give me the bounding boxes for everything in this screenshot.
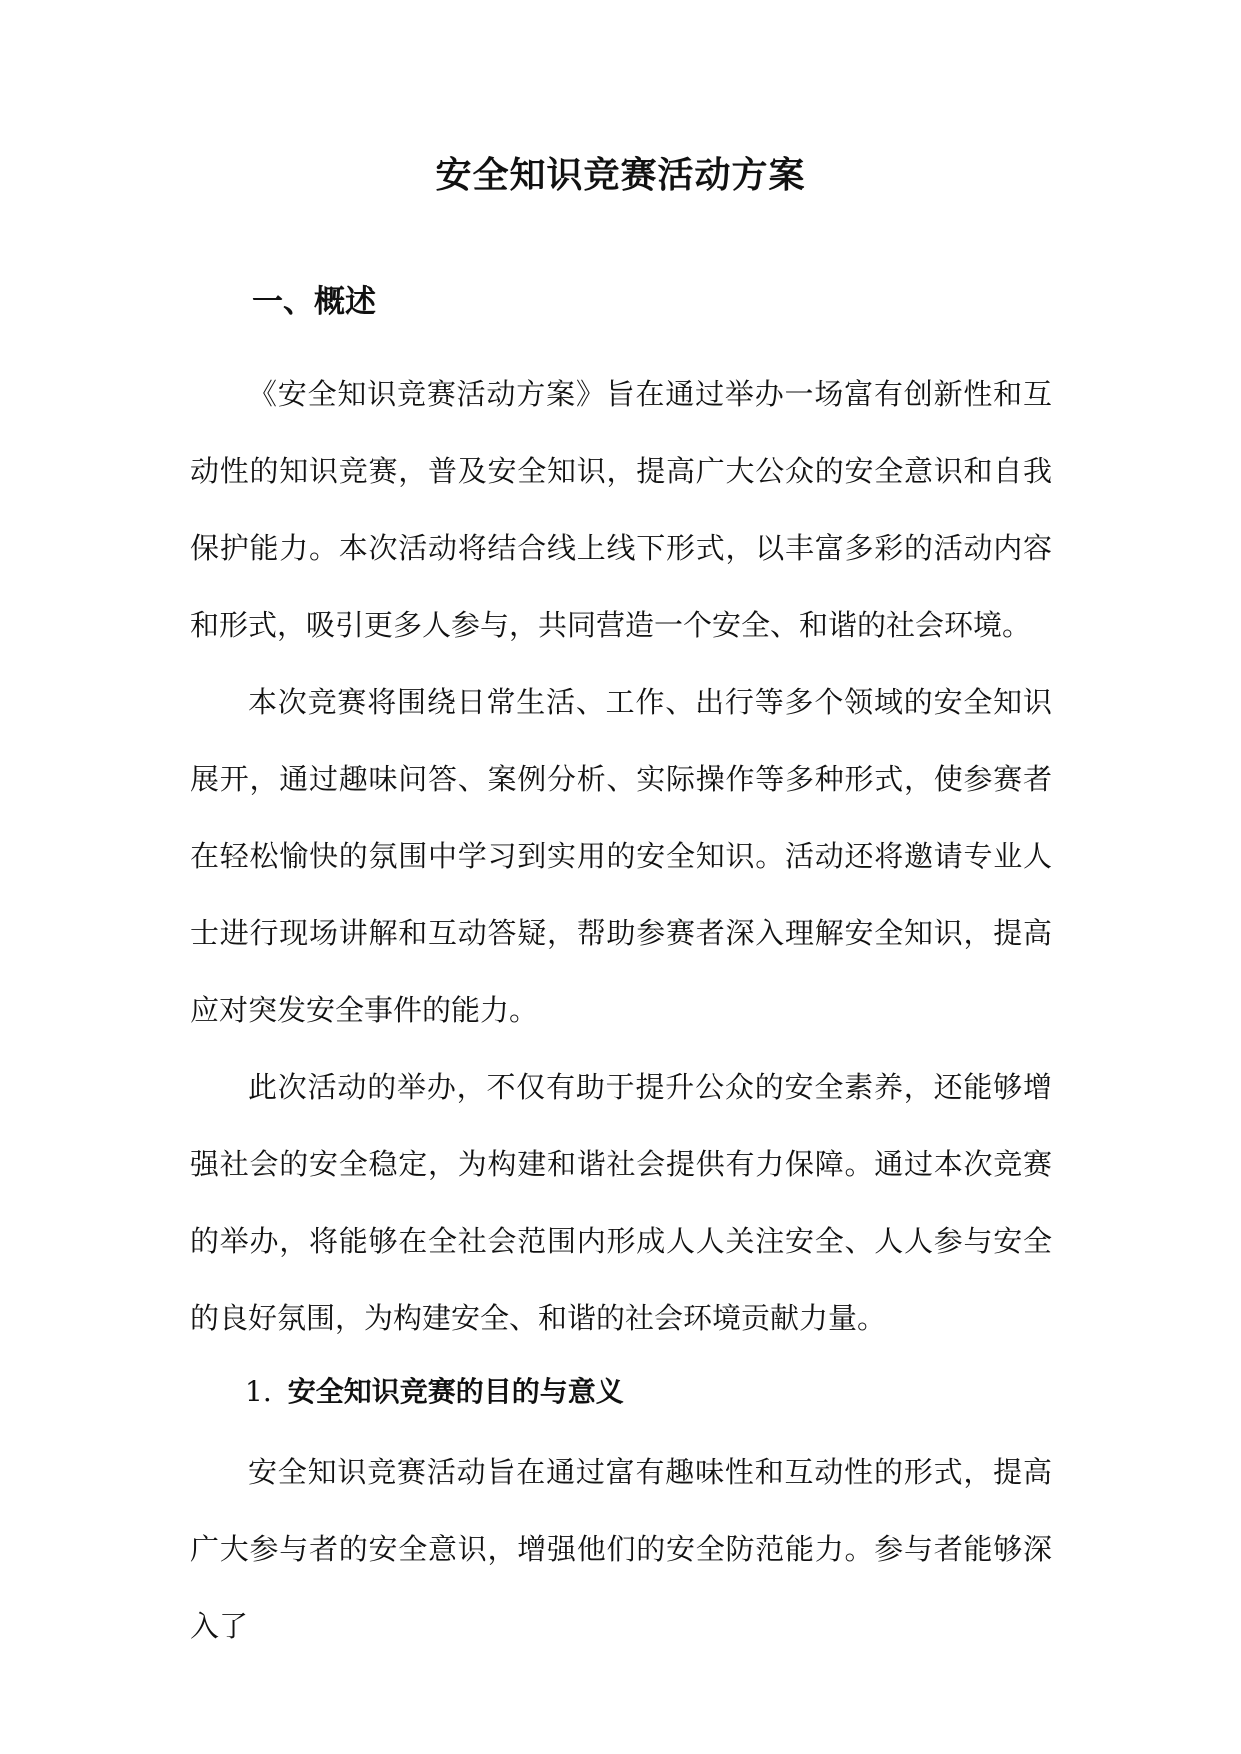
paragraph-overview-2: 本次竞赛将围绕日常生活、工作、出行等多个领域的安全知识展开，通过趣味问答、案例分析、实际操作等多种形式，使参赛者在轻松愉快的氛围中学习到实用的安全知识。活动还将邀请专业人士进行现场讲解和互动答疑，帮助参赛者深入理解安全知识，提高应对突发安全事件的能力。 [190, 685, 1052, 1027]
subsection-number: 1. [245, 1375, 272, 1408]
paragraph-overview-1: 《安全知识竞赛活动方案》旨在通过举办一场富有创新性和互动性的知识竞赛，普及安全知识，提高广大公众的安全意识和自我保护能力。本次活动将结合线上线下形式，以丰富多彩的活动内容和形式，吸引更多人参与，共同营造一个安全、和谐的社会环境。 [190, 377, 1052, 642]
paragraph-purpose-1: 安全知识竞赛活动旨在通过富有趣味性和互动性的形式，提高广大参与者的安全意识，增强他们的安全防范能力。参与者能够深入了 [190, 1455, 1052, 1643]
paragraph-overview-3: 此次活动的举办，不仅有助于提升公众的安全素养，还能够增强社会的安全稳定，为构建和谐社会提供有力保障。通过本次竞赛的举办，将能够在全社会范围内形成人人关注安全、人人参与安全的良好氛围，为构建安全、和谐的社会环境贡献力量。 [190, 1070, 1052, 1335]
subsection-heading-purpose [245, 1372, 624, 1412]
section-heading-overview: 一、概述 [252, 284, 376, 320]
document-title: 安全知识竞赛活动方案 [435, 154, 806, 196]
subsection-title: 安全知识竞赛的目的与意义 [287, 1375, 624, 1408]
